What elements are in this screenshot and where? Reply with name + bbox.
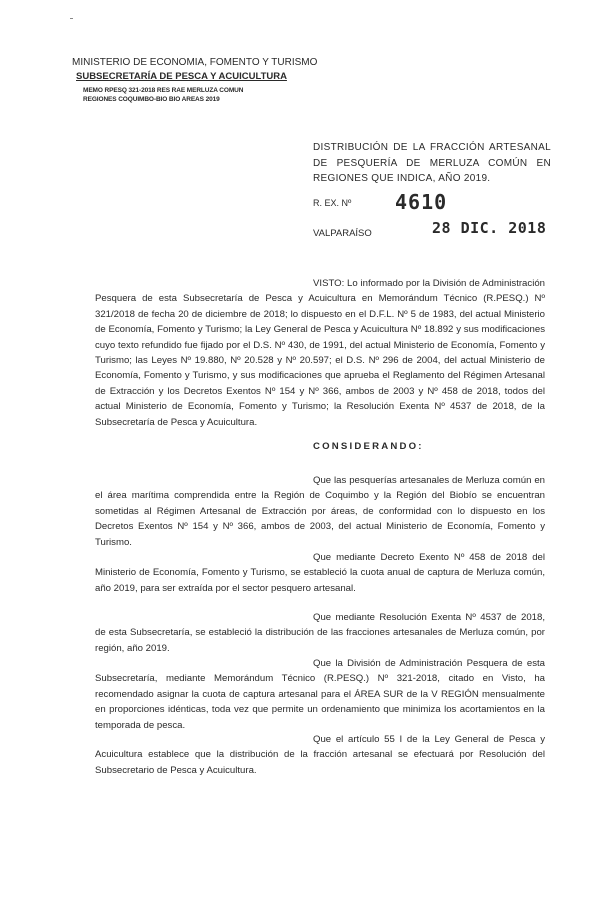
- considerando-text-1: Que las pesquerías artesanales de Merluza común en el área marítima comprendida entre la Región de Coquimbo y la Región del Biobío se encuentran sometidas al Régimen Artesanal de Extracción por áreas, de conformidad con lo dispuesto en los Decretos Exentos Nº 154 y Nº 366, ambos de 2003, del actual Ministerio de Economía, Fomento y Turismo.: [95, 475, 545, 548]
- considerando-paragraph-4: [95, 656, 545, 733]
- document-title: DISTRIBUCIÓN DE LA FRACCIÓN ARTESANAL DE PESQUERÍA DE MERLUZA COMÚN EN REGIONES QUE INDICA, AÑO 2019.: [313, 142, 551, 184]
- visto-paragraph: [95, 276, 545, 430]
- memo-line-2: REGIONES COQUIMBO-BIO BIO AREAS 2019: [83, 96, 220, 103]
- considerando-heading: CONSIDERANDO:: [313, 441, 424, 452]
- resolution-date: 28 DIC. 2018: [432, 219, 547, 237]
- considerando-paragraph-3: [95, 610, 545, 656]
- memo-reference: [83, 86, 243, 104]
- considerando-text-5: Que el artículo 55 I de la Ley General de Pesca y Acuicultura establece que la distribución de la fracción artesanal se efectuará por Resolución del Subsecretario de Pesca y Acuicultura.: [95, 734, 545, 776]
- considerando-paragraph-2: [95, 550, 545, 596]
- ministry-name: MINISTERIO DE ECONOMIA, FOMENTO Y TURISMO: [72, 57, 318, 68]
- memo-line-1: MEMO RPESQ 321-2018 RES RAE MERLUZA COMUN: [83, 87, 244, 94]
- considerando-paragraph-5: [95, 732, 545, 778]
- scan-mark: [70, 18, 73, 19]
- considerando-text-3: Que mediante Resolución Exenta Nº 4537 de 2018, de esta Subsecretaría, se estableció la distribución de las fracciones artesanales de Merluza común, por región, año 2019.: [95, 612, 545, 654]
- visto-text: VISTO: Lo informado por la División de Administración Pesquera de esta Subsecretaría de Pesca y Acuicultura en Memorándum Técnico (R.PESQ.) Nº 321/2018 de fecha 20 de diciembre de 2018; lo dispuesto en el D.F.L. Nº 5 de 1983, del actual Ministerio de Economía, Fomento y Turismo; la Ley General de Pesca y Acuicultura Nº 18.892 y sus modificaciones cuyo texto refundido fue fijado por el D.S. Nº 430, de 1991, del actual Ministerio de Economía, Fomento y Turismo; las Leyes Nº 19.880, Nº 20.528 y Nº 20.597; el D.S. Nº 296 de 2004, del actual Ministerio de Economía, Fomento y Turismo, y sus modificaciones que aprueba el Reglamento del Régimen Artesanal de Extracción y los Decretos Exentos Nº 154 y Nº 366, ambos de 2003 y Nº 458 de 2018, todos del actual Ministerio de Economía, Fomento y Turismo; la Resolución Exenta Nº 4537 de 2018, de la Subsecretaría de Pesca y Acuicultura.: [95, 278, 545, 428]
- subsecretaria-name: SUBSECRETARÍA DE PESCA Y ACUICULTURA: [76, 71, 287, 82]
- resolution-label: R. EX. Nº: [313, 198, 352, 208]
- resolution-number: 4610: [395, 190, 448, 214]
- considerando-text-4: Que la División de Administración Pesquera de esta Subsecretaría, mediante Memorándum Técnico (R.PESQ.) Nº 321-2018, citado en Visto, ha recomendado asignar la cuota de captura artesanal para el ÁREA SUR de la V REGIÓN mensualmente en proporciones idénticas, toda vez que permite un ordenamiento que minimiza los acortamientos en la temporada de pesca.: [95, 658, 545, 731]
- considerando-paragraph-1: [95, 473, 545, 550]
- place-label: VALPARAÍSO: [313, 228, 372, 239]
- considerando-text-2: Que mediante Decreto Exento Nº 458 de 2018 del Ministerio de Economía, Fomento y Turismo, se estableció la cuota anual de captura de Merluza común, año 2019, para ser extraída por el sector pesquero artesanal.: [95, 552, 545, 594]
